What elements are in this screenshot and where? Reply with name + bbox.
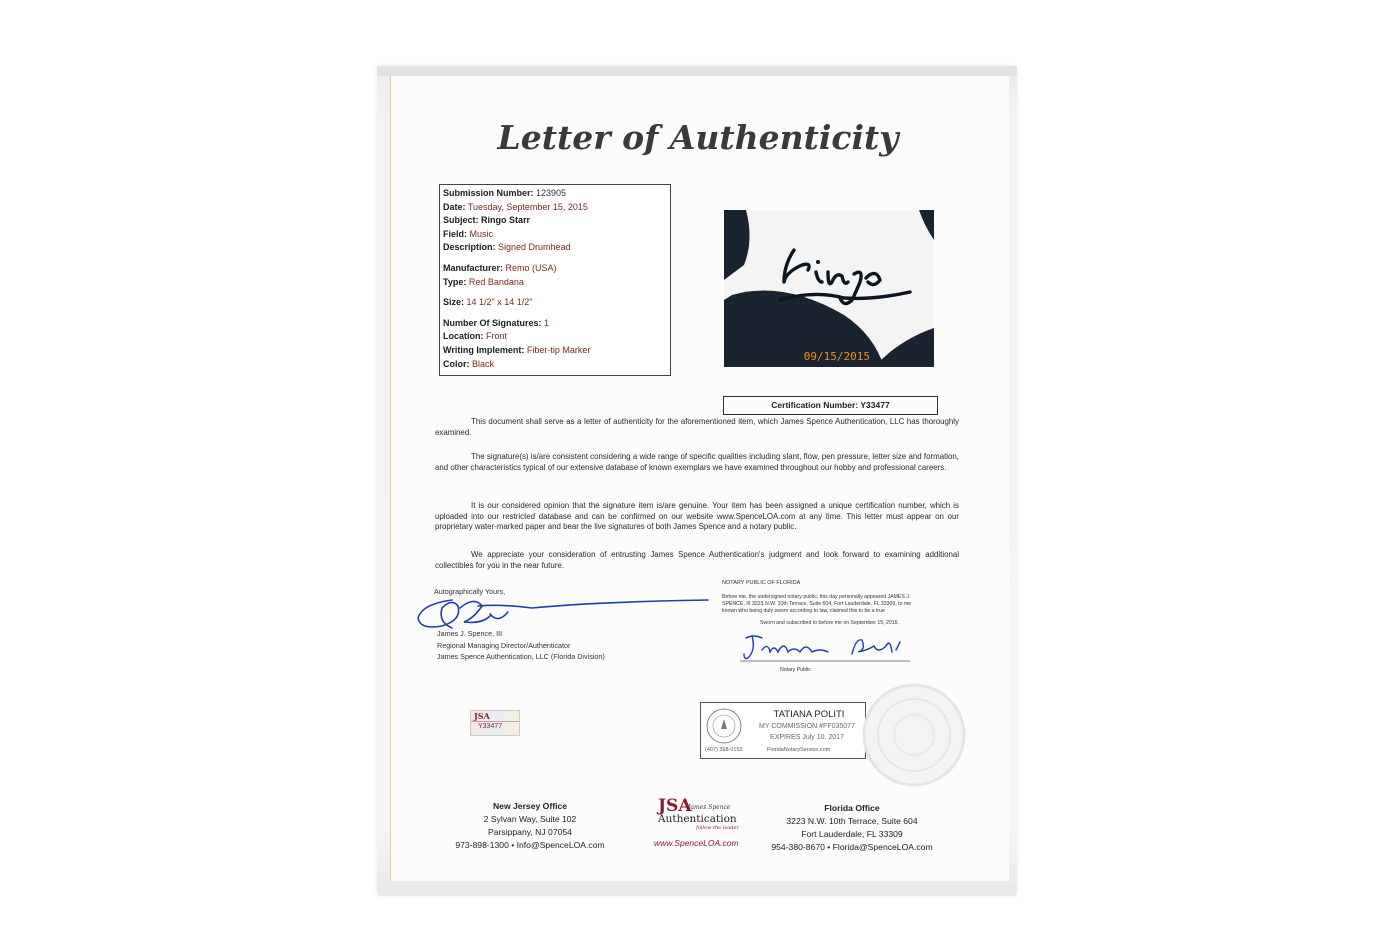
fl-address-2: Fort Lauderdale, FL 33309 [801, 829, 903, 839]
location-row: Location: Front [443, 331, 508, 342]
date-row: Date: Tuesday, September 15, 2015 [443, 201, 588, 212]
paragraph-4: We appreciate your consideration of entrusting James Spence Authentication's judgment and look forward to examining additional collectibles for you in the near future. [435, 550, 959, 570]
fl-office-title: Florida Office [824, 803, 880, 813]
fl-address-1: 3223 N.W. 10th Terrace, Suite 604 [786, 816, 918, 826]
notary-name: TATIANA POLITI [773, 709, 845, 720]
fl-office [764, 802, 940, 854]
notary-label: Notary Public [780, 667, 811, 673]
notary-signature [740, 630, 912, 666]
fl-contact: 954-380-8670 • Florida@SpenceLOA.com [771, 842, 933, 852]
notary-state-seal-icon [705, 707, 743, 745]
manufacturer-row: Manufacturer: Remo (USA) [443, 262, 557, 273]
notary-site: FloridaNotaryService.com [767, 747, 831, 753]
certification-number: Certification Number: Y33477 [723, 396, 938, 415]
nj-office [430, 800, 630, 852]
type-row: Type: Red Bandana [443, 276, 524, 287]
notary-text: Before me, the undersigned notary public, this day personally appeared JAMES J. SPENCE, III 3223 N.W. 10th Terrace, Suite 604, Fort Lauderdale, FL 33309, to me known who being duly sworn according to law, claimed this to be a true [722, 594, 912, 614]
signer-role: Regional Managing Director/Authenticator [437, 641, 571, 650]
sleeve-top-edge [377, 66, 1017, 76]
nj-address-2: Parsippany, NJ 07054 [488, 827, 572, 837]
implement-row: Writing Implement: Fiber-tip Marker [443, 344, 591, 355]
notary-stamp [700, 702, 866, 759]
closing-text: Autographically Yours, [434, 587, 506, 596]
notary-expires: EXPIRES July 10, 2017 [770, 734, 844, 741]
logo-subbrand: James Spence [688, 804, 731, 811]
size-row: Size: 14 1/2" x 14 1/2" [443, 297, 533, 308]
signer-company: James Spence Authentication, LLC (Florida Division) [437, 652, 605, 661]
item-details-box [439, 184, 671, 376]
logo-tagline: follow the leader [696, 825, 739, 831]
subject-row: Subject: Ringo Starr [443, 215, 531, 226]
date-stamp: 09/15/2015 [803, 350, 870, 363]
signature-photo [724, 210, 934, 367]
field-row: Field: Music [443, 228, 494, 239]
logo-website[interactable]: www.SpenceLOA.com [654, 838, 739, 848]
drumhead-image [724, 210, 934, 367]
embossed-seal [862, 683, 966, 787]
nj-office-title: New Jersey Office [492, 801, 568, 811]
logo-authentication: Authentication [658, 813, 737, 825]
notary-phone: (407) 398-0153 [705, 747, 743, 753]
nj-contact: 973-898-1300 • Info@SpenceLOA.com [455, 840, 605, 850]
description-row: Description: Signed Drumhead [443, 242, 571, 253]
color-row: Color: Black [443, 358, 495, 369]
hologram-number: Y33477 [471, 721, 519, 732]
notary-heading: NOTARY PUBLIC OF FLORIDA [722, 580, 801, 586]
hologram-sticker [470, 710, 520, 736]
submission-row: Submission Number: 123905 [443, 188, 567, 198]
notary-sworn: Sworn and subscribed to before me on September 15, 2015. [760, 620, 899, 626]
document-title: Letter of Authenticity [497, 118, 899, 157]
paragraph-3: It is our considered opinion that the signature item is/are genuine. Your item has been assigned a unique certification number, which is uploaded into our restricted database and can be confirmed on our website www.SpenceLOA.com at any time. This letter must appear on our proprietary water-marked paper and bear the live signatures of both James Spence and a notary public. [435, 501, 959, 532]
paragraph-2: The signature(s) is/are consistent considering a wide range of specific qualities including slant, flow, pen pressure, letter size and formation, and other characteristics typical of our extensive database of known exemplars we have examined throughout our hobby and professional careers. [435, 452, 959, 472]
signatures-row: Number Of Signatures: 1 [443, 317, 550, 328]
nj-address-1: 2 Sylvan Way, Suite 102 [483, 814, 577, 824]
hologram-brand: JSA [474, 711, 490, 721]
notary-commission: MY COMMISSION #FF035077 [759, 723, 855, 730]
logo-brand: JSA [658, 796, 692, 816]
paragraph-1: This document shall serve as a letter of authenticity for the aforementioned item, which James Spence Authentication, LLC has thoroughly examined. [435, 417, 959, 437]
signer-name: James J. Spence, III [437, 629, 503, 638]
jsa-logo [640, 796, 760, 852]
